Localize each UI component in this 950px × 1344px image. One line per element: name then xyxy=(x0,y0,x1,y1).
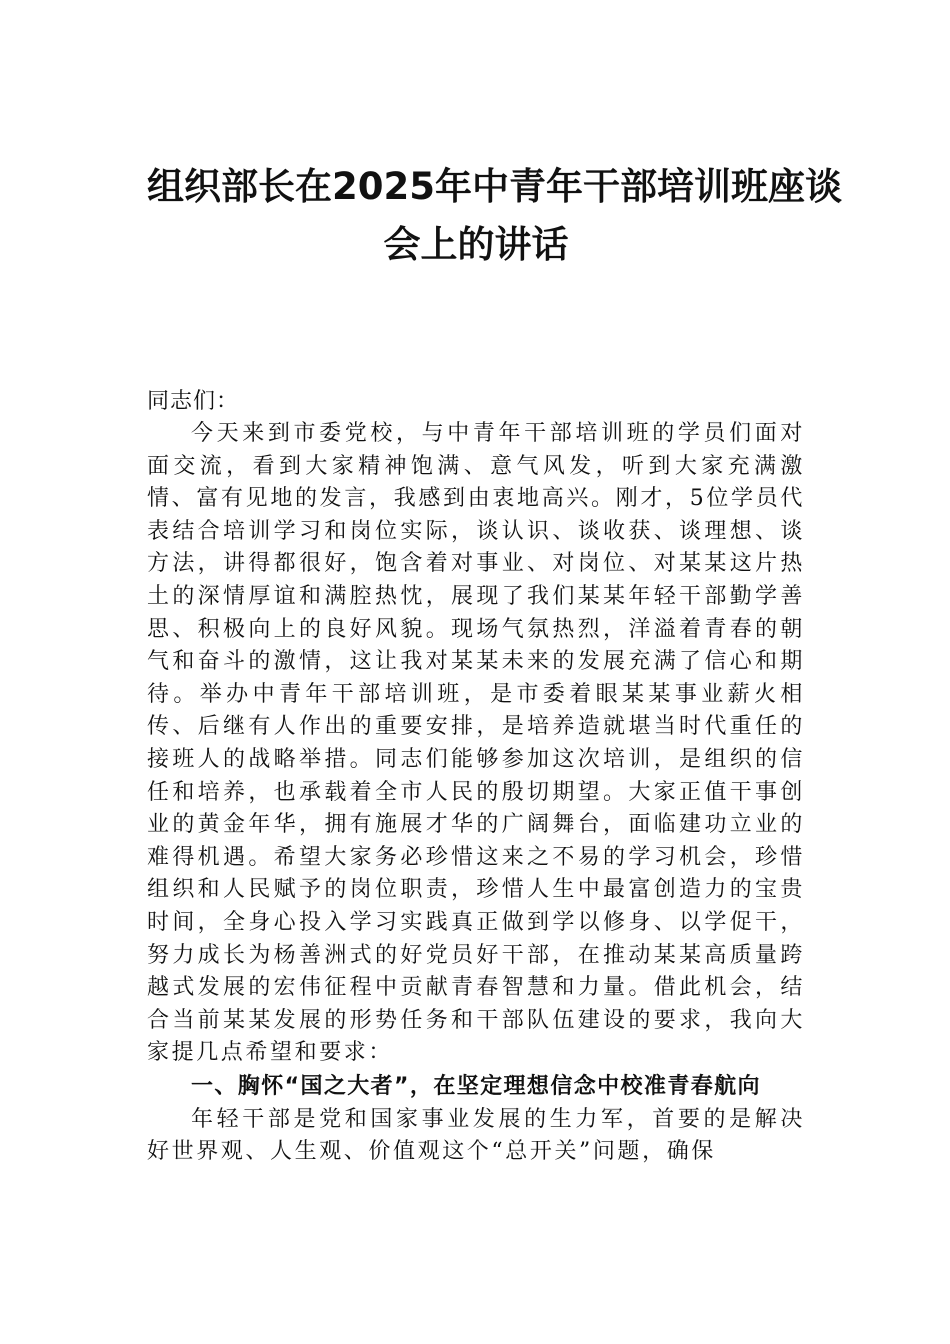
title-line-1: 组织部长在2025年中青年干部培训班座谈 xyxy=(147,165,842,208)
salutation: 同志们： xyxy=(147,389,240,414)
title-line-2: 会上的讲话 xyxy=(383,223,569,266)
section-heading-1: 一、胸怀“国之大者”，在坚定理想信念中校准青春航向 xyxy=(191,1073,761,1099)
document-page xyxy=(147,158,842,1169)
document-title xyxy=(147,158,842,274)
body-paragraph-2: 年轻干部是党和国家事业发展的生力军，首要的是解决好世界观、人生观、价值观这个“总开关”问题，确保 xyxy=(147,1106,805,1165)
body-paragraph-1: 今天来到市委党校，与中青年干部培训班的学员们面对面交流，看到大家精神饱满、意气风发，听到大家充满激情、富有见地的发言，我感到由衷地高兴。刚才，5位学员代表结合培训学习和岗位实际，谈认识、谈收获、谈理想、谈方法，讲得都很好，饱含着对事业、对岗位、对某某这片热土的深情厚谊和满腔热忱，展现了我们某某年轻干部勤学善思、积极向上的良好风貌。现场气氛热烈，洋溢着青春的朝气和奋斗的激情，这让我对某某未来的发展充满了信心和期待。举办中青年干部培训班，是市委着眼某某事业薪火相传、后继有人作出的重要安排，是培养造就堪当时代重任的接班人的战略举措。同志们能够参加这次培训，是组织的信任和培养，也承载着全市人民的殷切期望。大家正值干事创业的黄金年华，拥有施展才华的广阔舞台，面临建功立业的难得机遇。希望大家务必珍惜这来之不易的学习机会，珍惜组织和人民赋予的岗位职责，珍惜人生中最富创造力的宝贵时间，全身心投入学习实践真正做到学以修身、以学促干，努力成长为杨善洲式的好党员好干部，在推动某某高质量跨越式发展的宏伟征程中贡献青春智慧和力量。借此机会，结合当前某某发展的形势任务和干部队伍建设的要求，我向大家提几点希望和要求： xyxy=(147,421,805,1066)
